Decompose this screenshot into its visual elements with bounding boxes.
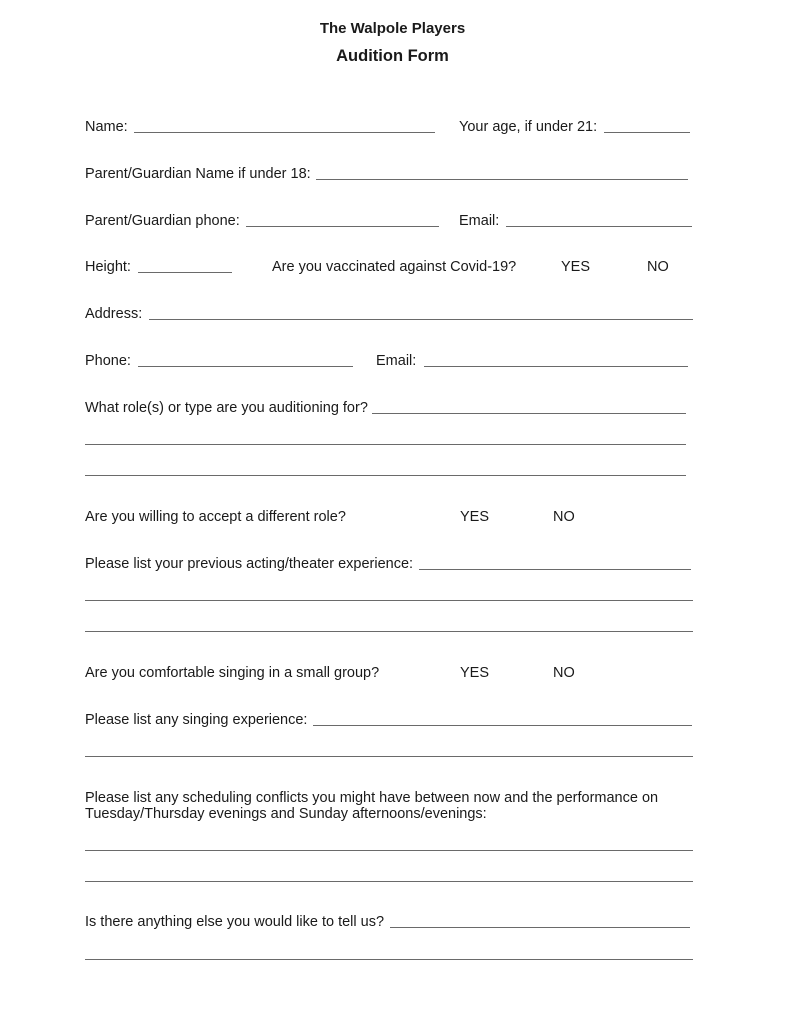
guardian-phone-label: Parent/Guardian phone: — [85, 213, 240, 229]
roles-input-line-2[interactable] — [85, 444, 686, 445]
singing-experience-input-line[interactable] — [313, 725, 692, 726]
address-label: Address: — [85, 306, 143, 322]
singing-experience-label: Please list any singing experience: — [85, 712, 308, 728]
acting-experience-label: Please list your previous acting/theater experience: — [85, 556, 414, 572]
guardian-email-input-line[interactable] — [506, 226, 692, 227]
email-input-line[interactable] — [424, 366, 688, 367]
anything-else-label: Is there anything else you would like to tell us? — [85, 914, 385, 930]
scheduling-input-line-2[interactable] — [85, 881, 693, 882]
phone-input-line[interactable] — [138, 366, 353, 367]
singing-group-yes-option[interactable]: YES — [460, 665, 490, 681]
age-input-line[interactable] — [604, 132, 690, 133]
roles-input-line-3[interactable] — [85, 475, 686, 476]
acting-experience-input-line-2[interactable] — [85, 600, 693, 601]
form-title: Audition Form — [336, 47, 449, 65]
singing-experience-input-line-2[interactable] — [85, 756, 693, 757]
guardian-email-label: Email: — [459, 213, 500, 229]
scheduling-label-line2: Tuesday/Thursday evenings and Sunday afternoons/evenings: — [85, 806, 487, 822]
acting-experience-input-line-3[interactable] — [85, 631, 693, 632]
singing-group-no-option[interactable]: NO — [553, 665, 575, 681]
acting-experience-input-line[interactable] — [419, 569, 691, 570]
name-label: Name: — [85, 119, 128, 135]
height-input-line[interactable] — [138, 272, 232, 273]
age-label: Your age, if under 21: — [459, 119, 598, 135]
guardian-name-label: Parent/Guardian Name if under 18: — [85, 166, 311, 182]
organization-name: The Walpole Players — [319, 20, 466, 37]
different-role-no-option[interactable]: NO — [553, 509, 575, 525]
name-input-line[interactable] — [134, 132, 435, 133]
address-input-line[interactable] — [149, 319, 693, 320]
scheduling-input-line-1[interactable] — [85, 850, 693, 851]
roles-label: What role(s) or type are you auditioning for? — [85, 400, 368, 416]
anything-else-input-line-2[interactable] — [85, 959, 693, 960]
scheduling-label-line1: Please list any scheduling conflicts you might have between now and the performance on — [85, 790, 659, 806]
phone-label: Phone: — [85, 353, 131, 369]
different-role-yes-option[interactable]: YES — [460, 509, 490, 525]
email-label: Email: — [376, 353, 417, 369]
vaccinated-label: Are you vaccinated against Covid-19? — [272, 259, 517, 275]
vaccinated-no-option[interactable]: NO — [647, 259, 669, 275]
different-role-label: Are you willing to accept a different role? — [85, 509, 346, 525]
height-label: Height: — [85, 259, 131, 275]
vaccinated-yes-option[interactable]: YES — [561, 259, 591, 275]
roles-input-line[interactable] — [372, 413, 686, 414]
guardian-phone-input-line[interactable] — [246, 226, 439, 227]
guardian-name-input-line[interactable] — [316, 179, 688, 180]
singing-group-label: Are you comfortable singing in a small group? — [85, 665, 380, 681]
anything-else-input-line[interactable] — [390, 927, 690, 928]
